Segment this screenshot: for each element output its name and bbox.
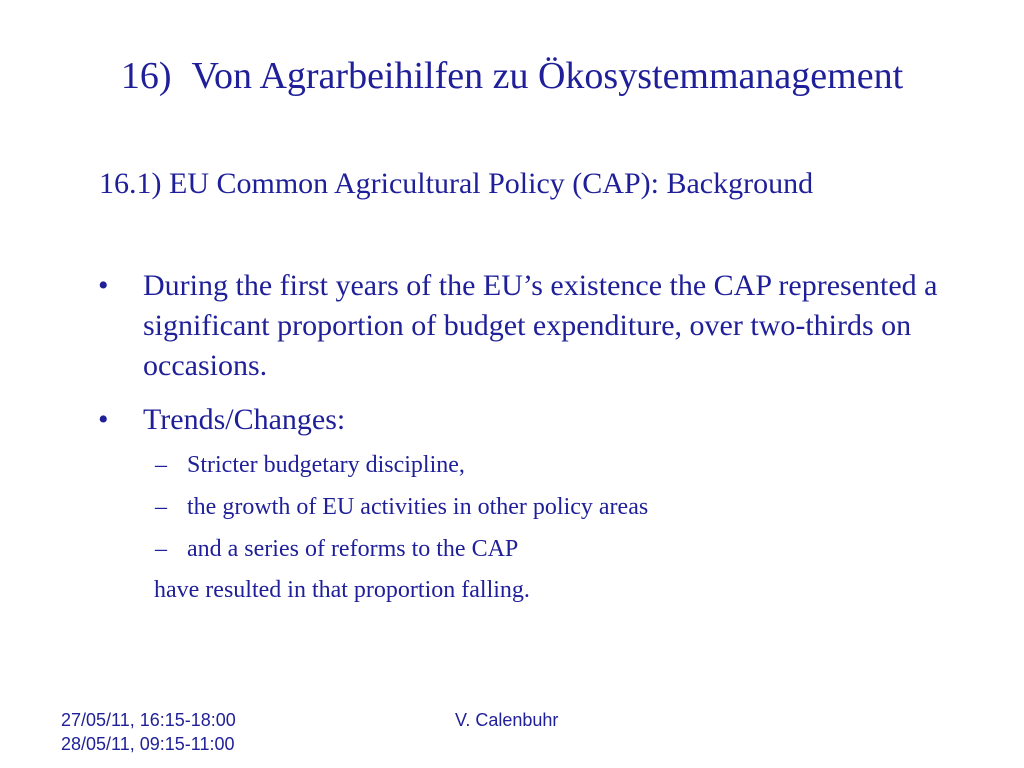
sub-bullet-item [98,486,978,528]
dash-marker: – [155,536,167,562]
dash-marker: – [155,452,167,478]
dash-marker: – [155,494,167,520]
sub-bullet-text: the growth of EU activities in other policy areas [187,494,649,520]
sub-bullet-text: and a series of reforms to the CAP [187,536,519,562]
sub-bullet-text: Stricter budgetary discipline, [187,452,465,478]
bullet-text: Trends/Changes: [143,403,346,436]
footer-author: V. Calenbuhr [455,710,559,730]
footer-date-line: 28/05/11, 09:15-11:00 [61,734,235,754]
title-text: Von Agrarbeihilfen zu Ökosystemmanagement [191,55,904,97]
footer-dates [61,708,236,756]
bullet-marker: • [98,403,109,436]
sub-bullet-item [98,444,978,486]
bullet-list [98,266,978,610]
bullet-marker: • [98,269,109,302]
title-number: 16) [120,55,172,97]
footer-date-line: 27/05/11, 16:15-18:00 [61,710,236,730]
bullet-text: During the first years of the EU’s existence the CAP represented a significant proportion of budget expenditure, over two-thirds on occasions. [143,269,938,382]
sub-bullet-item [98,528,978,570]
section-subtitle: 16.1) EU Common Agricultural Policy (CAP): Background [99,167,814,200]
bullet-item [98,266,978,386]
closing-line: have resulted in that proportion falling. [154,577,530,603]
slide-title [0,52,1024,100]
bullet-item [98,400,978,440]
